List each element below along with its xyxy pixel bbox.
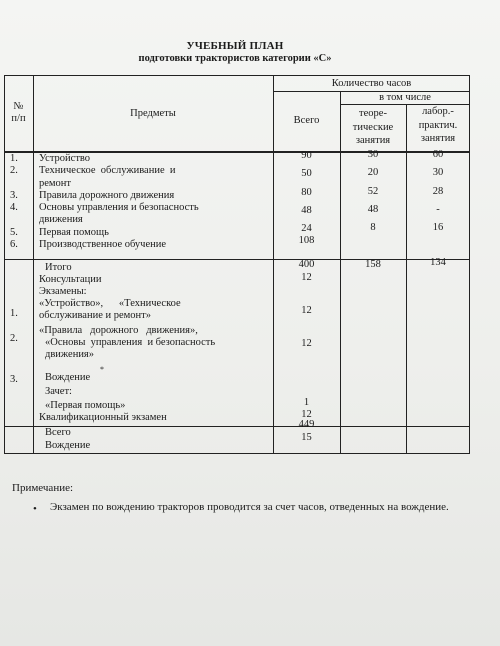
summary-qual-total: 12: [301, 409, 312, 420]
document-title: УЧЕБНЫЙ ПЛАН: [186, 40, 284, 52]
row-totals: [273, 150, 340, 248]
exam1-num: 1.: [10, 308, 18, 319]
summary-consult-total: 12: [301, 272, 312, 283]
row-practice: [406, 149, 470, 234]
summary-exam1-line2: обслуживание и ремонт»: [39, 310, 151, 321]
table-cell-practice: 16: [432, 222, 444, 234]
table-row-subject: Первая помощь: [39, 226, 109, 238]
table-cell-total: 48: [301, 204, 312, 216]
row-num: 6.: [10, 239, 18, 251]
col-rule-subject: [33, 75, 34, 454]
summary-exam1-line1: «Устройство», «Техническое: [39, 298, 181, 309]
summary-exam2-line3: движения»: [45, 349, 95, 360]
summary-zachet-item: «Первая помощь»: [45, 400, 126, 411]
table-row-subject: Правила дорожного движения: [39, 189, 175, 201]
table-border-bottom: [4, 453, 470, 454]
summary-exam2-line2: «Основы управления и безопасность: [45, 337, 216, 348]
table-cell-theory: 52: [367, 185, 379, 197]
summary-zachet-total: 1: [303, 397, 310, 408]
table-row-subject: ремонт: [39, 177, 72, 189]
table-cell-total: 80: [301, 186, 312, 198]
table-cell-theory: 48: [367, 203, 379, 215]
row-num: 5.: [10, 226, 18, 238]
row-numbers: [10, 153, 18, 251]
table-border-top: [4, 75, 470, 76]
row-subjects: [39, 153, 199, 251]
header-practice: лабор.- практич. занятия: [418, 106, 458, 144]
table-cell-total: 108: [298, 235, 315, 247]
footer-vsego: Всего: [45, 427, 71, 438]
header-theory: теоре- тические занятия: [352, 108, 394, 146]
header-subject: Предметы: [130, 108, 176, 119]
summary-exams: Экзамены:: [39, 286, 87, 297]
summary-qual: Квалификационный экзамен: [39, 412, 167, 423]
table-cell-theory: 30: [367, 149, 379, 160]
note-text: Экзамен по вождению тракторов проводится за счет часов, отведенных на вождение.: [50, 501, 449, 513]
summary-exam3: Вождение: [45, 372, 91, 383]
footer-vozhdenie: Вождение: [45, 440, 91, 451]
note-bullet: •: [33, 503, 37, 515]
exam3-num: 3.: [10, 374, 18, 385]
table-row-subject: Производственное обучение: [39, 239, 167, 251]
summary-exam2-total: 12: [301, 338, 312, 349]
summary-consult: Консультации: [39, 274, 102, 285]
row-num: 1.: [10, 153, 18, 164]
table-cell-theory: 8: [370, 222, 376, 234]
table-row-subject: Техническое обслуживание и: [39, 165, 176, 177]
table-row-subject: движения: [39, 214, 83, 226]
table-cell-practice: 60: [432, 149, 444, 160]
header-num: № п/п: [11, 101, 26, 125]
table-border-left: [4, 75, 5, 454]
header-total: Всего: [293, 115, 320, 126]
table-row-subject: Основы управления и безопасность: [39, 202, 199, 214]
footer-rule: [4, 426, 470, 427]
table-cell-practice: 28: [432, 185, 444, 197]
footer-vozhdenie-total: 15: [301, 432, 312, 443]
curriculum-table: [0, 75, 470, 455]
table-cell-theory: 20: [367, 167, 379, 179]
summary-exam1-total: 12: [301, 305, 312, 316]
summary-itogo-practice: 134: [430, 257, 446, 268]
footer-vsego-total: 449: [298, 419, 315, 430]
document-subtitle: подготовки трактористов категории «С»: [138, 53, 332, 64]
summary-exam3-mark: *: [100, 365, 104, 374]
exam2-num: 2.: [10, 333, 18, 344]
summary-exam2-line1: «Правила дорожного движения»,: [39, 325, 198, 336]
header-hours: Количество часов: [331, 78, 412, 89]
summary-zachet: Зачет:: [45, 386, 72, 397]
table-cell-total: 24: [301, 223, 312, 235]
note-title: Примечание:: [12, 482, 74, 494]
row-num: 4.: [10, 202, 18, 214]
row-theory: [340, 149, 406, 234]
row-num: 2.: [10, 165, 18, 177]
row-num: 3.: [10, 189, 18, 201]
summary-itogo: Итого: [45, 262, 72, 273]
header-including: в том числе: [379, 92, 431, 103]
summary-itogo-total: 400: [298, 259, 315, 270]
table-cell-practice: -: [436, 203, 440, 215]
table-cell-practice: 30: [432, 167, 444, 179]
table-cell-total: 90: [301, 150, 312, 161]
table-cell-total: 50: [301, 168, 312, 180]
table-row-subject: Устройство: [39, 153, 91, 164]
summary-itogo-theory: 158: [365, 259, 381, 270]
